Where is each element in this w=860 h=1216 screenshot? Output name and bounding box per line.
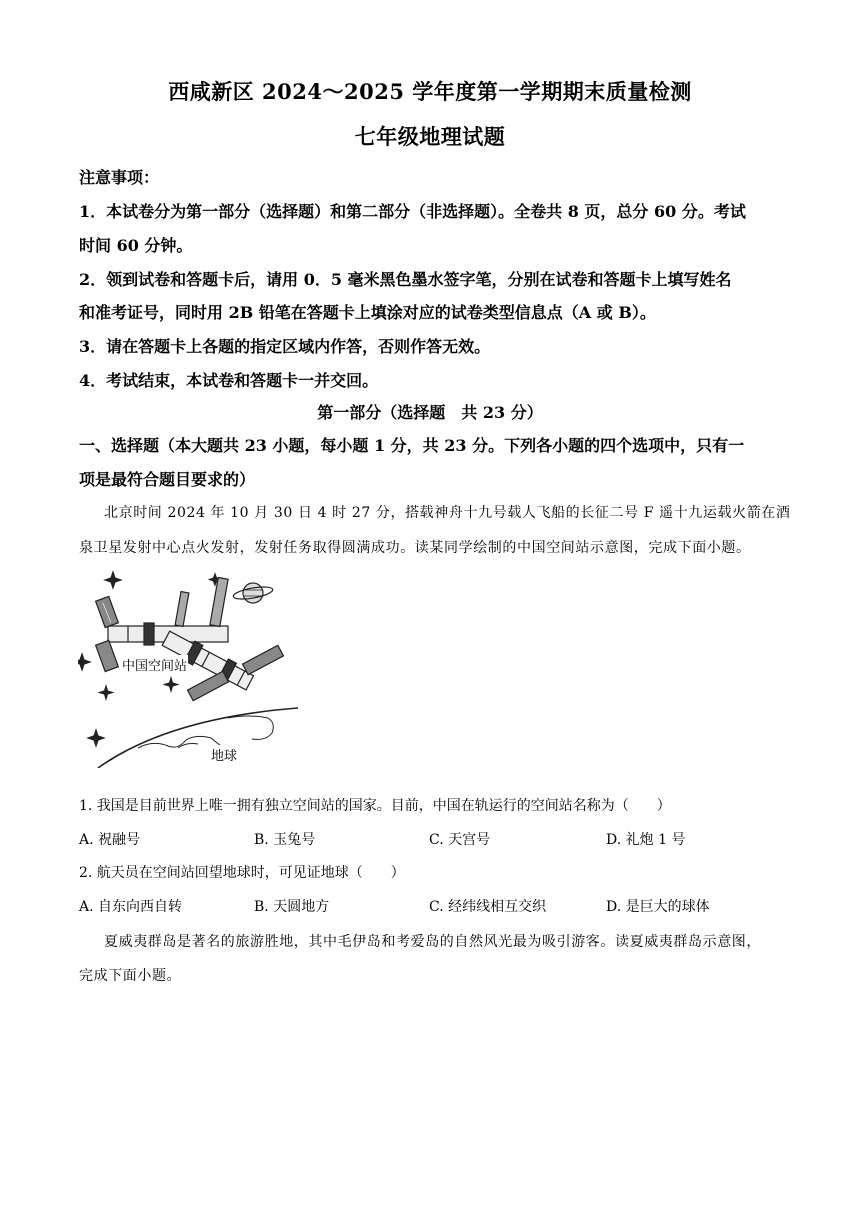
question-2-option-a[interactable]: A. 自东向西自转 (79, 899, 183, 915)
question-2-option-c[interactable]: C. 经纬线相互交织 (429, 899, 547, 915)
section-instruction-1: 一、选择题（本大题共 23 小题，每小题 1 分，共 23 分。下列各小题的四个选项中，只有一 (79, 436, 745, 455)
exam-subtitle: 七年级地理试题 (354, 124, 506, 149)
exam-title: 西咸新区 2024～2025 学年度第一学期期末质量检测 (168, 79, 692, 104)
notes-heading: 注意事项： (79, 168, 160, 187)
label-space-station: 中国空间站 (121, 655, 188, 674)
passage2-line-1: 夏威夷群岛是著名的旅游胜地，其中毛伊岛和考爱岛的自然风光最为吸引游客。读夏威夷群岛示意图， (104, 934, 761, 950)
part1-heading: 第一部分（选择题 共 23 分） (317, 403, 543, 422)
question-2-option-b[interactable]: B. 天圆地方 (254, 899, 330, 915)
passage2-line-2: 完成下面小题。 (79, 968, 182, 984)
question-1-option-d[interactable]: D. 礼炮 1 号 (606, 832, 686, 848)
section-instruction-2: 项是最符合题目要求的） (79, 470, 256, 489)
question-1-stem: 1. 我国是目前世界上唯一拥有独立空间站的国家。目前，中国在轨运行的空间站名称为（ ） (79, 798, 671, 814)
question-2-stem: 2. 航天员在空间站回望地球时，可见证地球（ ） (79, 865, 405, 881)
notes-line-6: 4．考试结束，本试卷和答题卡一并交回。 (79, 371, 379, 390)
passage1-line-1: 北京时间 2024 年 10 月 30 日 4 时 27 分，搭载神舟十九号载人飞船的长征二号 F 遥十九运载火箭在酒 (104, 505, 791, 521)
notes-line-4: 和准考证号，同时用 2B 铅笔在答题卡上填涂对应的试卷类型信息点（A 或 B）。 (79, 303, 656, 322)
notes-line-5: 3．请在答题卡上各题的指定区域内作答，否则作答无效。 (79, 337, 491, 356)
notes-line-2: 时间 60 分钟。 (79, 236, 193, 255)
notes-line-3: 2．领到试卷和答题卡后，请用 0．5 毫米黑色墨水签字笔，分别在试卷和答题卡上填写姓名 (79, 270, 732, 289)
label-earth: 地球 (210, 745, 238, 764)
question-2-option-d[interactable]: D. 是巨大的球体 (606, 899, 710, 915)
passage1-line-2: 泉卫星发射中心点火发射，发射任务取得圆满成功。读某同学绘制的中国空间站示意图，完成下面小题。 (79, 540, 751, 556)
notes-line-1: 1．本试卷分为第一部分（选择题）和第二部分（非选择题）。全卷共 8 页，总分 60 分。考试 (79, 202, 746, 221)
question-1-option-a[interactable]: A. 祝融号 (79, 832, 141, 848)
question-1-option-c[interactable]: C. 天宫号 (429, 832, 491, 848)
question-1-option-b[interactable]: B. 玉兔号 (254, 832, 316, 848)
space-station-figure (78, 568, 298, 768)
